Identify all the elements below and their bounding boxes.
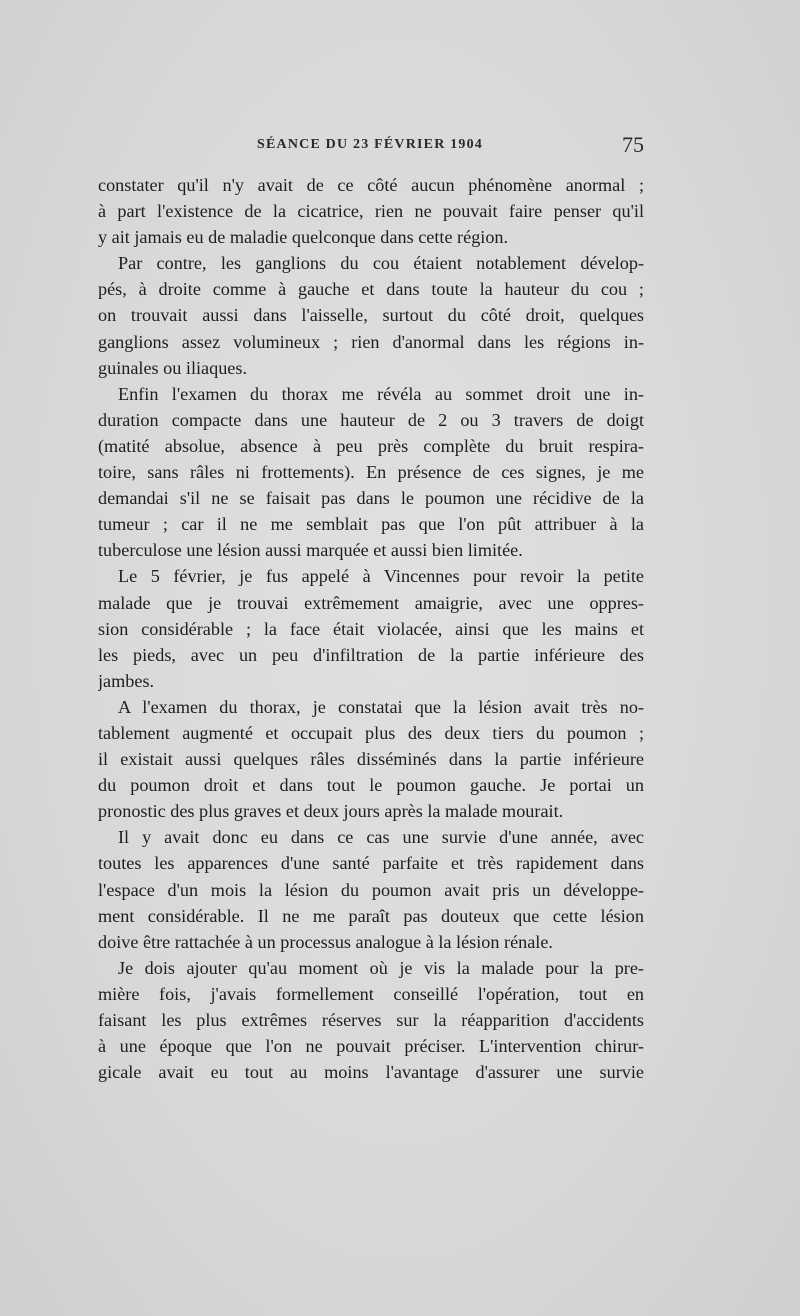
text-line: à une époque que l'on ne pouvait préciser. L'intervention chirur- [98, 1036, 644, 1057]
page-header [96, 134, 644, 158]
text-line: Par contre, les ganglions du cou étaient notablement dévelop- [118, 253, 644, 274]
text-line: ganglions assez volumineux ; rien d'anormal dans les régions in- [98, 331, 644, 352]
text-line: du poumon droit et dans tout le poumon gauche. Je portai un [98, 775, 644, 796]
text-line: Enfin l'examen du thorax me révéla au sommet droit une in- [118, 383, 644, 404]
text-line: les pieds, avec un peu d'infiltration de la partie inférieure des [98, 644, 644, 665]
text-line: tuberculose une lésion aussi marquée et aussi bien limitée. [98, 540, 523, 561]
text-line: Le 5 février, je fus appelé à Vincennes pour revoir la petite [118, 566, 644, 587]
text-line: doive être rattachée à un processus analogue à la lésion rénale. [98, 931, 553, 952]
text-line: Il y avait donc eu dans ce cas une survie d'une année, avec [118, 827, 644, 848]
text-line: gicale avait eu tout au moins l'avantage d'assurer une survie [98, 1062, 644, 1083]
running-head: SÉANCE DU 23 FÉVRIER 1904 [256, 137, 484, 152]
text-line: l'espace d'un mois la lésion du poumon avait pris un développe- [98, 879, 644, 900]
text-line: sion considérable ; la face était violacée, ainsi que les mains et [98, 618, 644, 639]
text-line: ment considérable. Il ne me paraît pas douteux que cette lésion [98, 905, 644, 926]
text-line: malade que je trouvai extrêmement amaigrie, avec une oppres- [98, 592, 644, 613]
text-line: constater qu'il n'y avait de ce côté aucun phénomène anormal ; [98, 175, 644, 195]
text-line: duration compacte dans une hauteur de 2 ou 3 travers de doigt [98, 409, 644, 430]
text-line: toire, sans râles ni frottements). En présence de ces signes, je me [98, 462, 644, 483]
text-line: pés, à droite comme à gauche et dans toute la hauteur du cou ; [98, 279, 644, 300]
text-line: mière fois, j'avais formellement conseillé l'opération, tout en [98, 983, 644, 1004]
text-line: y ait jamais eu de maladie quelconque dans cette région. [98, 227, 509, 248]
text-line: tablement augmenté et occupait plus des deux tiers du poumon ; [98, 722, 644, 743]
page-number: 75 [622, 132, 644, 157]
text-line: jambes. [98, 670, 155, 691]
text-line: demandai s'il ne se faisait pas dans le poumon une récidive de la [98, 488, 644, 509]
text-line: on trouvait aussi dans l'aisselle, surtout du côté droit, quelques [98, 305, 644, 326]
text-line: pronostic des plus graves et deux jours après la malade mourait. [98, 801, 564, 822]
text-line: toutes les apparences d'une santé parfaite et très rapidement dans [98, 853, 644, 874]
body-text [98, 172, 644, 1085]
text-line: tumeur ; car il ne me semblait pas que l'on pût attribuer à la [98, 514, 644, 535]
text-line: A l'examen du thorax, je constatai que la lésion avait très no- [118, 696, 644, 717]
text-line: à part l'existence de la cicatrice, rien ne pouvait faire penser qu'il [98, 201, 644, 222]
text-line: il existait aussi quelques râles disséminés dans la partie inférieure [98, 749, 644, 770]
text-line: guinales ou iliaques. [98, 357, 248, 378]
text-line: (matité absolue, absence à peu près complète du bruit respira- [98, 435, 644, 456]
text-line: faisant les plus extrêmes réserves sur la réapparition d'accidents [98, 1010, 644, 1030]
text-line: Je dois ajouter qu'au moment où je vis la malade pour la pre- [118, 957, 644, 978]
